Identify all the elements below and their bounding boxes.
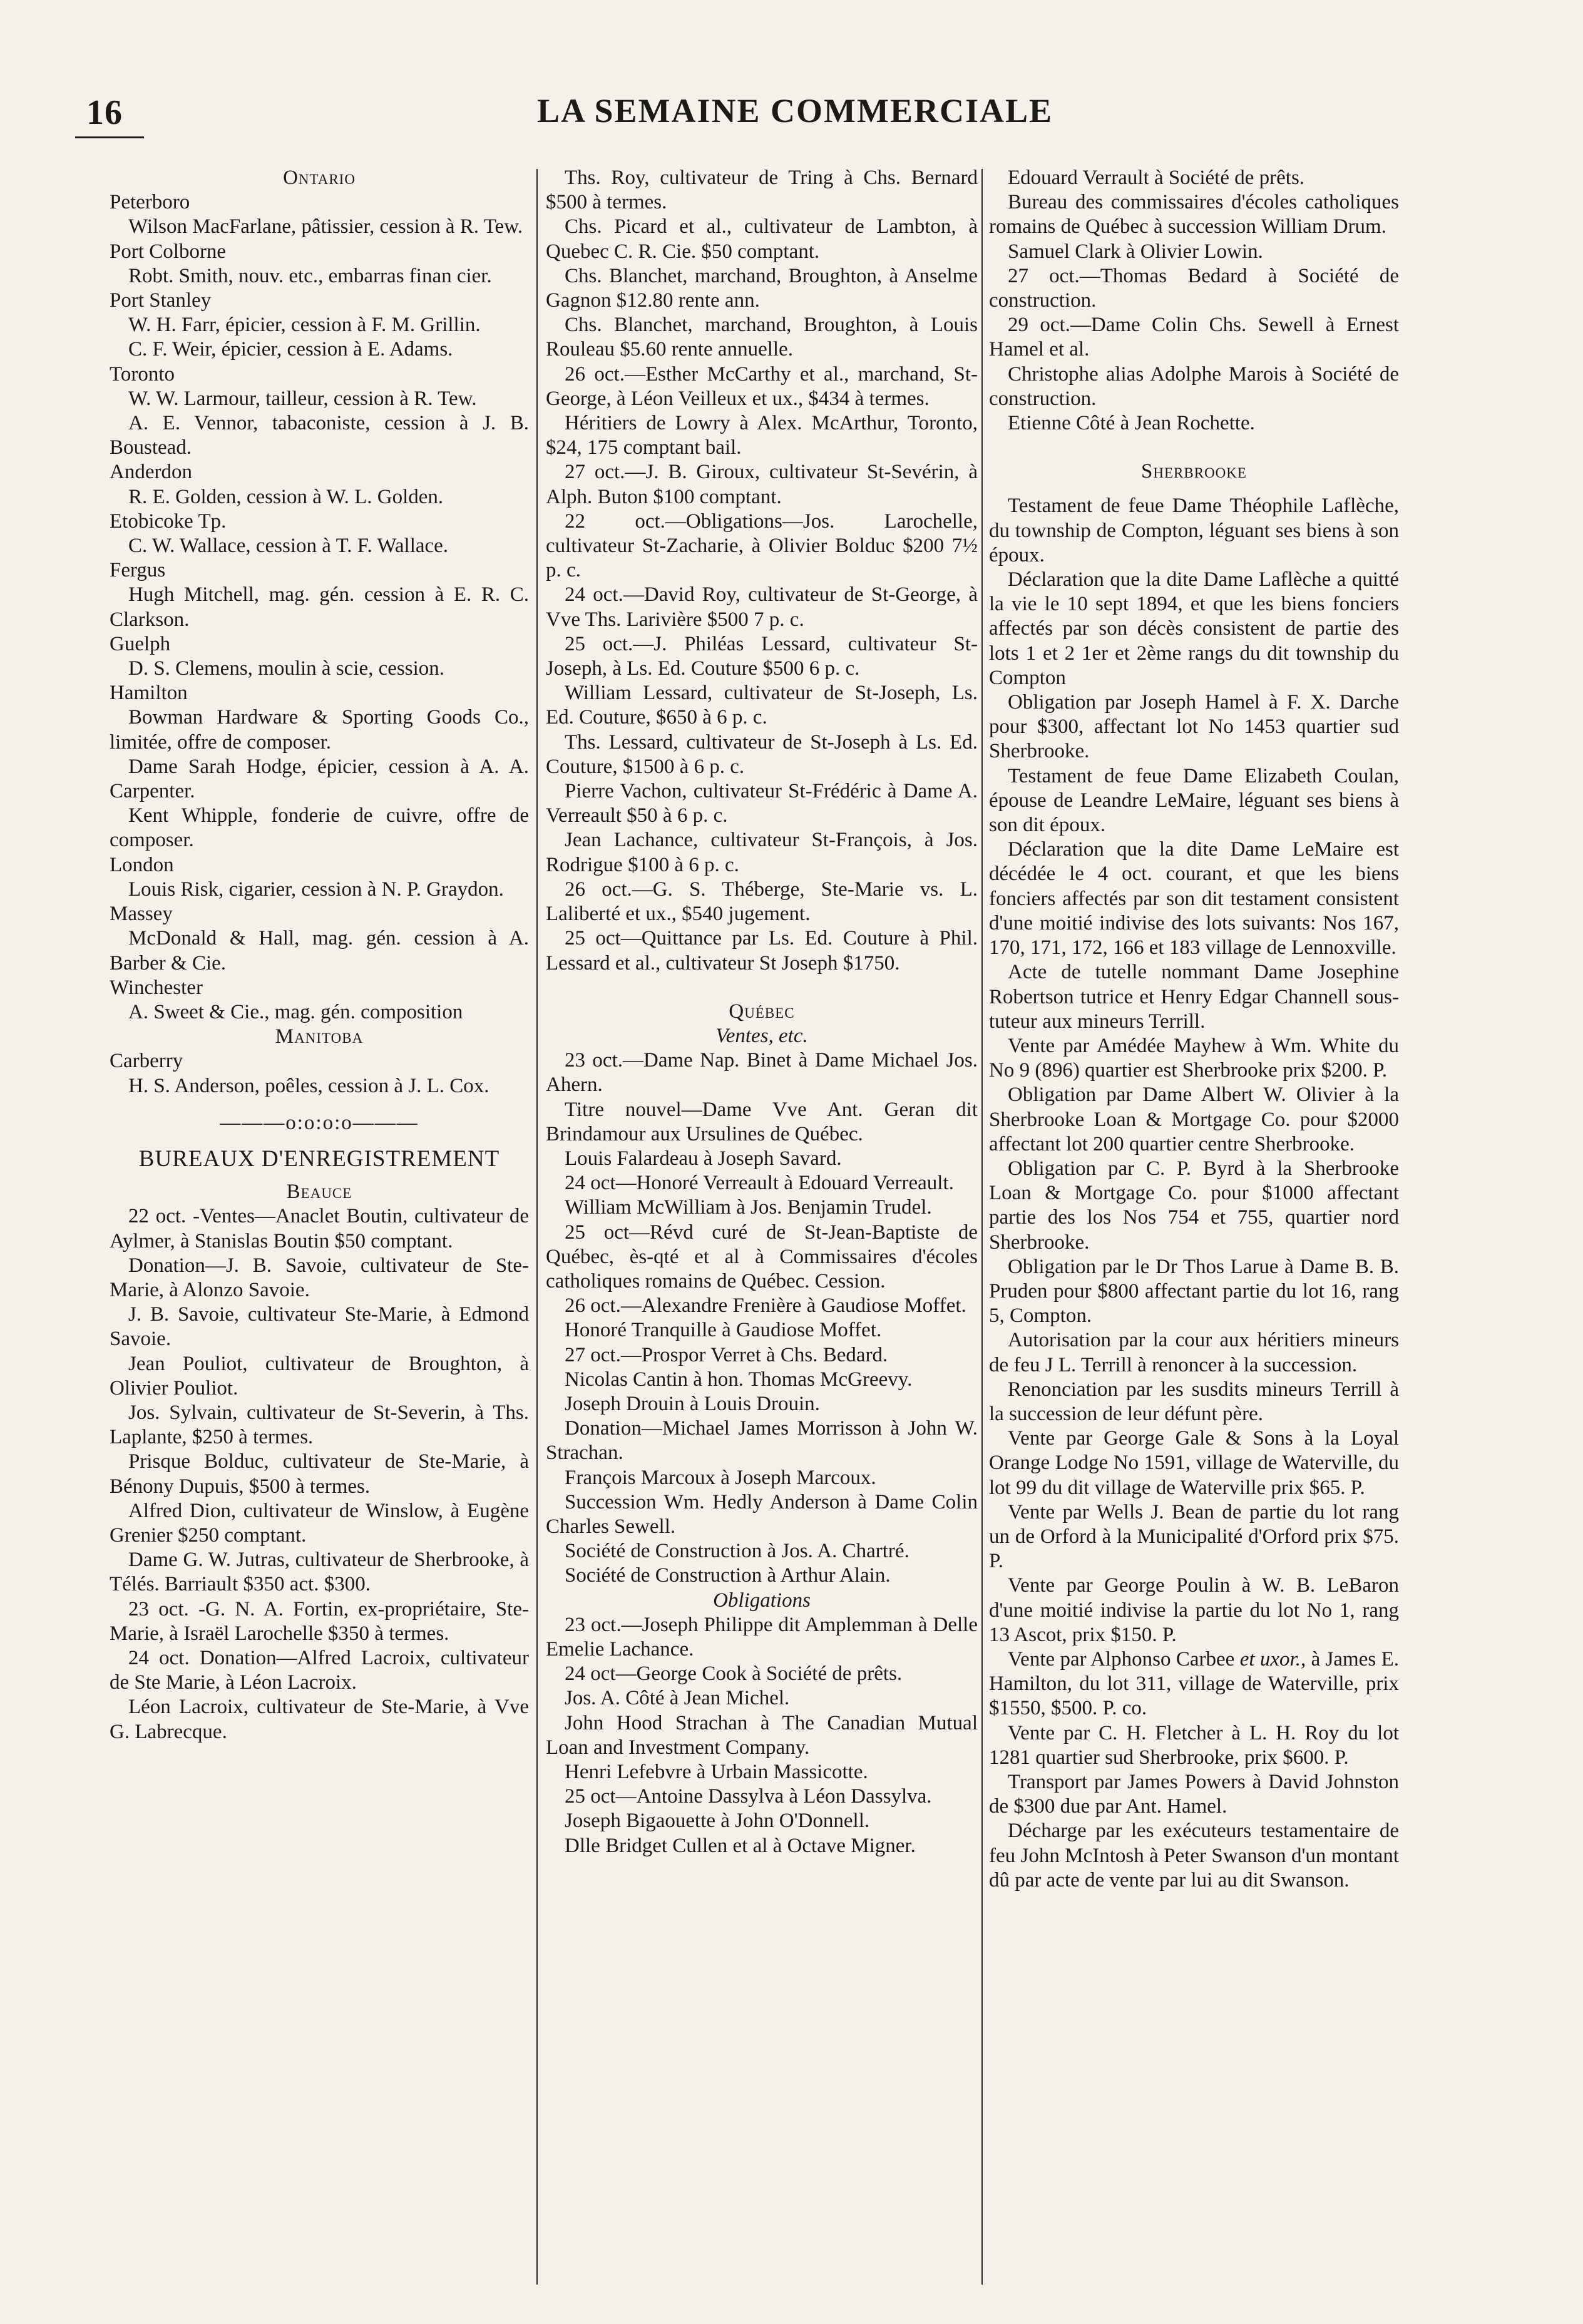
column-rule bbox=[536, 169, 538, 2285]
entry: 22 oct.—Obligations—Jos. Larochelle, cultivateur St-Zacharie, à Olivier Bolduc $200 7½ p. c. bbox=[546, 509, 978, 582]
entry: C. W. Wallace, cession à T. F. Wallace. bbox=[128, 535, 449, 558]
entry: Hugh Mitchell, mag. gén. cession à E. R. C. Clarkson. bbox=[110, 583, 529, 631]
entry: Vente par George Gale & Sons à la Loyal Orange Lodge No 1591, village de Waterville, du lot 99 du dit village de Waterville prix $65. P. bbox=[989, 1427, 1399, 1499]
section-heading: Sherbrooke bbox=[1141, 460, 1247, 483]
place-name: Toronto bbox=[110, 362, 175, 386]
entry: John Hood Strachan à The Canadian Mutual Loan and Investment Company. bbox=[546, 1711, 978, 1759]
entry: Ths. Lessard, cultivateur de St-Joseph à Ls. Ed. Couture, $1500 à 6 p. c. bbox=[546, 730, 978, 778]
entry: 24 oct—Honoré Verreault à Edouard Verreault. bbox=[565, 1172, 954, 1195]
entry: Kent Whipple, fonderie de cuivre, offre de composer. bbox=[110, 804, 529, 852]
entry: 24 oct. Donation—Alfred Lacroix, cultivateur de Ste Marie, à Léon Lacroix. bbox=[110, 1646, 529, 1694]
bureaux-heading: BUREAUX D'ENREGISTREMENT bbox=[138, 1145, 500, 1172]
entry: Acte de tutelle nommant Dame Josephine Robertson tutrice et Henry Edgar Channell sous-tuteur aux mineurs Terrill. bbox=[989, 961, 1399, 1033]
column-left bbox=[110, 166, 529, 1744]
entry: Déclaration que la dite Dame LeMaire est décédée le 4 oct. courant, et que les biens fonciers affectés par son dit testament consistent d'une moitié indivise des lots suivants: Nos 167, 170, 171, 172, 166 et 183 village de Lennoxville. bbox=[989, 838, 1399, 960]
ornamental-divider: ———o:o:o:o——— bbox=[220, 1111, 419, 1134]
entry: Robt. Smith, nouv. etc., embarras finan cier. bbox=[128, 264, 492, 287]
entry: Léon Lacroix, cultivateur de Ste-Marie, à Vve G. Labrecque. bbox=[110, 1696, 529, 1743]
entry: Héritiers de Lowry à Alex. McArthur, Toronto, $24, 175 comptant bail. bbox=[546, 412, 978, 459]
subsection-heading: Obligations bbox=[713, 1589, 811, 1612]
entry: 24 oct.—David Roy, cultivateur de St-George, à Vve Ths. Larivière $500 7 p. c. bbox=[546, 583, 978, 631]
entry: Louis Risk, cigarier, cession à N. P. Graydon. bbox=[128, 878, 504, 901]
entry: Christophe alias Adolphe Marois à Société de construction. bbox=[989, 362, 1399, 410]
entry: 27 oct.—Thomas Bedard à Société de construction. bbox=[989, 264, 1399, 312]
entry: 23 oct.—Dame Nap. Binet à Dame Michael Jos. Ahern. bbox=[546, 1049, 978, 1097]
entry: Chs. Blanchet, marchand, Broughton, à Louis Rouleau $5.60 rente annuelle. bbox=[546, 314, 978, 361]
entry: Joseph Drouin à Louis Drouin. bbox=[565, 1392, 820, 1415]
page-number: 16 bbox=[86, 93, 123, 132]
entry: Vente par Amédée Mayhew à Wm. White du No 9 (896) quartier est Sherbrooke prix $200. P. bbox=[989, 1034, 1399, 1082]
place-name: Hamilton bbox=[110, 682, 188, 705]
entry: Chs. Picard et al., cultivateur de Lambton, à Quebec C. R. Cie. $50 comptant. bbox=[546, 215, 978, 263]
column-rule bbox=[981, 169, 983, 2285]
column-middle bbox=[546, 166, 978, 1858]
entry: Wilson MacFarlane, pâtissier, cession à R. Tew. bbox=[128, 215, 523, 238]
place-name: Carberry bbox=[110, 1050, 183, 1073]
entry: W. W. Larmour, tailleur, cession à R. Tew. bbox=[128, 387, 477, 410]
entry: Obligation par le Dr Thos Larue à Dame B. B. Pruden pour $800 affectant partie du lot 16, rang 5, Compton. bbox=[989, 1255, 1399, 1328]
masthead-title: LA SEMAINE COMMERCIALE bbox=[536, 92, 1053, 130]
entry: 25 oct.—J. Philéas Lessard, cultivateur St-Joseph, à Ls. Ed. Couture $500 6 p. c. bbox=[546, 632, 978, 680]
entry: J. B. Savoie, cultivateur Ste-Marie, à Edmond Savoie. bbox=[110, 1303, 529, 1351]
entry: Edouard Verrault à Société de prêts. bbox=[1008, 166, 1305, 189]
entry: 22 oct. -Ventes—Anaclet Boutin, cultivateur de Aylmer, à Stanislas Boutin $50 comptant. bbox=[110, 1205, 529, 1252]
subsection-heading: Ventes, etc. bbox=[715, 1024, 808, 1047]
entry: 26 oct.—Esther McCarthy et al., marchand, St-George, à Léon Veilleux et ux., $434 à termes. bbox=[546, 362, 978, 410]
place-name: Etobicoke Tp. bbox=[110, 509, 227, 533]
entry: Nicolas Cantin à hon. Thomas McGreevy. bbox=[565, 1368, 913, 1391]
entry: Chs. Blanchet, marchand, Broughton, à Anselme Gagnon $12.80 rente ann. bbox=[546, 264, 978, 312]
entry: Testament de feue Dame Elizabeth Coulan, épouse de Leandre LeMaire, léguant ses biens à son dit époux. bbox=[989, 764, 1399, 837]
section-heading: Québec bbox=[729, 1000, 795, 1023]
entry: 27 oct.—J. B. Giroux, cultivateur St-Sevérin, à Alph. Buton $100 comptant. bbox=[546, 461, 978, 508]
entry: Obligation par Dame Albert W. Olivier à la Sherbrooke Loan & Mortgage Co. pour $2000 affectant lot 200 quartier centre Sherbrooke. bbox=[989, 1083, 1399, 1155]
place-name: Port Stanley bbox=[110, 289, 212, 312]
place-name: Fergus bbox=[110, 559, 166, 582]
entry: Bowman Hardware & Sporting Goods Co., limitée, offre de composer. bbox=[110, 706, 529, 754]
page-number-underline bbox=[75, 136, 144, 138]
entry-text: , à James E. Hamilton, du lot 311, village de Waterville, prix $1550, $500. P. co. bbox=[989, 1647, 1399, 1720]
entry: Donation—Michael James Morrisson à John W. Strachan. bbox=[546, 1417, 978, 1465]
entry: William Lessard, cultivateur de St-Joseph, Ls. Ed. Couture, $650 à 6 p. c. bbox=[546, 682, 978, 729]
entry: Louis Falardeau à Joseph Savard. bbox=[565, 1147, 842, 1170]
entry: 24 oct—George Cook à Société de prêts. bbox=[565, 1662, 903, 1686]
entry: Bureau des commissaires d'écoles catholiques romains de Québec à succession William Drum. bbox=[989, 191, 1399, 238]
entry: Jean Pouliot, cultivateur de Broughton, à Olivier Pouliot. bbox=[110, 1352, 529, 1400]
entry: Déclaration que la dite Dame Laflèche a quitté la vie le 10 sept 1894, et que les biens fonciers affectés par son décès consistent de partie des lots 1 et 2 1er et 2ème rangs du dit township du Compton bbox=[989, 568, 1399, 689]
entry: Obligation par Joseph Hamel à F. X. Darche pour $300, affectant lot No 1453 quartier sud Sherbrooke. bbox=[989, 691, 1399, 763]
entry: 26 oct.—G. S. Théberge, Ste-Marie vs. L. Laliberté et ux., $540 jugement. bbox=[546, 878, 978, 926]
entry: Henri Lefebvre à Urbain Massicotte. bbox=[565, 1761, 868, 1783]
place-name: London bbox=[110, 853, 174, 876]
entry: D. S. Clemens, moulin à scie, cession. bbox=[128, 657, 445, 680]
entry: Succession Wm. Hedly Anderson à Dame Colin Charles Sewell. bbox=[546, 1490, 978, 1538]
place-name: Guelph bbox=[110, 632, 171, 655]
entry: Décharge par les exécuteurs testamentaire de feu John McIntosh à Peter Swanson d'un montant dû par acte de vente par lui au dit Swanson. bbox=[989, 1820, 1399, 1891]
section-heading: Manitoba bbox=[275, 1025, 364, 1048]
entry: Dame Sarah Hodge, épicier, cession à A. A. Carpenter. bbox=[110, 755, 529, 803]
entry: Renonciation par les susdits mineurs Terrill à la succession de leur défunt père. bbox=[989, 1378, 1399, 1425]
entry: H. S. Anderson, poêles, cession à J. L. Cox. bbox=[128, 1074, 489, 1097]
entry: Honoré Tranquille à Gaudiose Moffet. bbox=[565, 1319, 882, 1342]
entry: François Marcoux à Joseph Marcoux. bbox=[565, 1466, 876, 1489]
entry: Jos. A. Côté à Jean Michel. bbox=[565, 1687, 790, 1710]
entry: William McWilliam à Jos. Benjamin Trudel. bbox=[565, 1196, 932, 1219]
place-name: Peterboro bbox=[110, 191, 190, 214]
entry: A. E. Vennor, tabaconiste, cession à J. B. Boustead. bbox=[110, 412, 529, 459]
entry: 23 oct.—Joseph Philippe dit Amplemman à Delle Emelie Lachance. bbox=[546, 1613, 978, 1661]
entry: 27 oct.—Prospor Verret à Chs. Bedard. bbox=[565, 1343, 888, 1366]
entry: A. Sweet & Cie., mag. gén. composition bbox=[128, 1000, 463, 1023]
spacer bbox=[989, 484, 1399, 494]
entry: Etienne Côté à Jean Rochette. bbox=[1008, 412, 1255, 435]
entry: Vente par C. H. Fletcher à L. H. Roy du lot 1281 quartier sud Sherbrooke, prix $600. P. bbox=[989, 1721, 1399, 1769]
entry: McDonald & Hall, mag. gén. cession à A. Barber & Cie. bbox=[110, 927, 529, 975]
entry: Titre nouvel—Dame Vve Ant. Geran dit Brindamour aux Ursulines de Québec. bbox=[546, 1098, 978, 1145]
section-heading: Ontario bbox=[283, 166, 356, 189]
entry: 25 oct—Antoine Dassylva à Léon Dassylva. bbox=[565, 1785, 932, 1808]
entry: Transport par James Powers à David Johnston de $300 due par Ant. Hamel. bbox=[989, 1771, 1399, 1818]
entry-italic: et uxor. bbox=[1239, 1647, 1301, 1671]
entry: Prisque Bolduc, cultivateur de Ste-Marie, à Bénony Dupuis, $500 à termes. bbox=[110, 1450, 529, 1498]
page-header bbox=[75, 88, 1515, 144]
place-name: Winchester bbox=[110, 976, 203, 999]
entry: Jos. Sylvain, cultivateur de St-Severin, à Ths. Laplante, $250 à termes. bbox=[110, 1401, 529, 1449]
entry: C. F. Weir, épicier, cession à E. Adams. bbox=[128, 338, 453, 361]
place-name: Massey bbox=[110, 903, 173, 926]
section-heading: Beauce bbox=[286, 1180, 352, 1204]
entry: Vente par George Poulin à W. B. LeBaron d'une moitié indivise la partie du lot No 1, rang 13 Ascot, prix $150. P. bbox=[989, 1574, 1399, 1646]
column-right bbox=[989, 166, 1399, 1893]
entry: Testament de feue Dame Théophile Laflèche, du township de Compton, léguant ses biens à son époux. bbox=[989, 494, 1399, 566]
entry: Autorisation par la cour aux héritiers mineurs de feu J L. Terrill à renoncer à la succession. bbox=[989, 1329, 1399, 1376]
spacer bbox=[546, 976, 978, 1000]
entry: Société de Construction à Arthur Alain. bbox=[565, 1564, 891, 1587]
entry: Pierre Vachon, cultivateur St-Frédéric à Dame A. Verreault $50 à 6 p. c. bbox=[546, 780, 978, 827]
entry: Joseph Bigaouette à John O'Donnell. bbox=[565, 1810, 870, 1833]
entry: W. H. Farr, épicier, cession à F. M. Grillin. bbox=[128, 314, 481, 337]
entry: Samuel Clark à Olivier Lowin. bbox=[1008, 240, 1263, 263]
place-name: Port Colborne bbox=[110, 240, 227, 263]
entry: 29 oct.—Dame Colin Chs. Sewell à Ernest Hamel et al. bbox=[989, 314, 1399, 361]
entry: Alfred Dion, cultivateur de Winslow, à Eugène Grenier $250 comptant. bbox=[110, 1499, 529, 1547]
entry: 23 oct. -G. N. A. Fortin, ex-propriétaire, Ste-Marie, à Israël Larochelle $350 à termes. bbox=[110, 1597, 529, 1645]
entry bbox=[989, 1647, 1399, 1721]
entry: R. E. Golden, cession à W. L. Golden. bbox=[128, 485, 444, 508]
spacer bbox=[989, 436, 1399, 459]
entry: Ths. Roy, cultivateur de Tring à Chs. Bernard $500 à termes. bbox=[546, 166, 978, 214]
entry: Jean Lachance, cultivateur St-François, à Jos. Rodrigue $100 à 6 p. c. bbox=[546, 829, 978, 876]
entry: 26 oct.—Alexandre Frenière à Gaudiose Moffet. bbox=[565, 1294, 966, 1318]
entry: 25 oct—Quittance par Ls. Ed. Couture à Phil. Lessard et al., cultivateur St Joseph $1750. bbox=[546, 927, 978, 975]
entry: Dame G. W. Jutras, cultivateur de Sherbrooke, à Télés. Barriault $350 act. $300. bbox=[110, 1548, 529, 1596]
entry: 25 oct—Révd curé de St-Jean-Baptiste de Québec, ès-qté et al à Commissaires d'écoles catholiques romains de Québec. Cession. bbox=[546, 1221, 978, 1293]
entry-text: Vente par Alphonso Carbee bbox=[1008, 1647, 1240, 1671]
entry: Dlle Bridget Cullen et al à Octave Migner. bbox=[565, 1834, 916, 1857]
place-name: Anderdon bbox=[110, 461, 192, 484]
entry: Donation—J. B. Savoie, cultivateur de Ste-Marie, à Alonzo Savoie. bbox=[110, 1254, 529, 1301]
entry: Société de Construction à Jos. A. Chartré. bbox=[565, 1540, 909, 1563]
entry: Vente par Wells J. Bean de partie du lot rang un de Orford à la Municipalité d'Orford prix $75. P. bbox=[989, 1500, 1399, 1573]
entry: Obligation par C. P. Byrd à la Sherbrooke Loan & Mortgage Co. pour $1000 affectant partie des los Nos 754 et 755, quartier nord Sherbrooke. bbox=[989, 1157, 1399, 1254]
